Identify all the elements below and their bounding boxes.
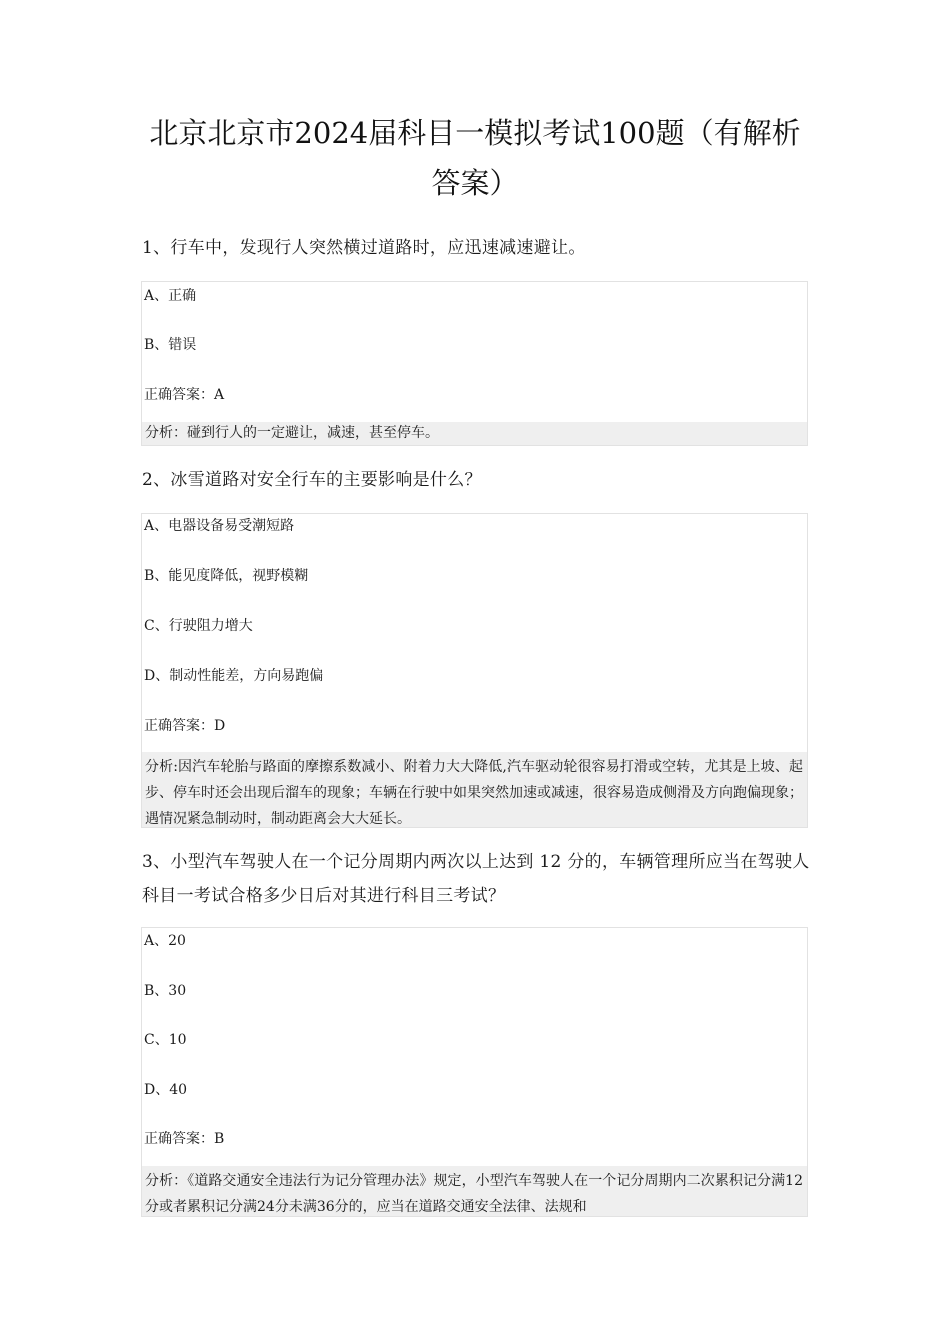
question-1-option-b: B、错误 bbox=[144, 337, 197, 353]
question-2-option-d: D、制动性能差，方向易跑偏 bbox=[144, 668, 324, 684]
question-2-option-c: C、行驶阻力增大 bbox=[144, 618, 253, 634]
page-title-line-1: 北京北京市2024届科目一模拟考试100题（有解析 bbox=[149, 116, 801, 150]
question-1-block bbox=[141, 281, 808, 446]
question-1-analysis: 分析：碰到行人的一定避让，减速，甚至停车。 bbox=[142, 422, 807, 445]
question-2-option-a: A、电器设备易受潮短路 bbox=[144, 518, 295, 534]
page-title bbox=[120, 108, 830, 208]
question-3-stem: 3、小型汽车驾驶人在一个记分周期内两次以上达到 12 分的，车辆管理所应当在驾驶人科目一考试合格多少日后对其进行科目三考试？ bbox=[142, 852, 810, 906]
question-2-option-b: B、能见度降低，视野模糊 bbox=[144, 568, 309, 584]
question-3-option-a: A、20 bbox=[144, 933, 186, 949]
question-1-answer: 正确答案：A bbox=[144, 387, 225, 403]
question-3-analysis: 分析：《道路交通安全违法行为记分管理办法》规定，小型汽车驾驶人在一个记分周期内二次累积记分满12分或者累积记分满24分未满36分的，应当在道路交通安全法律、法规和 bbox=[142, 1166, 807, 1216]
question-1-stem: 1、行车中，发现行人突然横过道路时，应迅速减速避让。 bbox=[142, 238, 586, 258]
question-3-option-c: C、10 bbox=[144, 1032, 187, 1048]
question-3-block bbox=[141, 927, 808, 1217]
question-2-answer: 正确答案：D bbox=[144, 718, 226, 734]
question-2-analysis: 分析:因汽车轮胎与路面的摩擦系数减小、附着力大大降低,汽车驱动轮很容易打滑或空转，尤其是上坡、起步、停车时还会出现后溜车的现象；车辆在行驶中如果突然加速或减速，很容易造成侧滑及方向跑偏现象；遇情况紧急制动时，制动距离会大大延长。 bbox=[142, 752, 807, 827]
question-2-stem: 2、冰雪道路对安全行车的主要影响是什么？ bbox=[142, 470, 482, 490]
page-title-line-2: 答案） bbox=[431, 166, 519, 200]
question-3-option-b: B、30 bbox=[144, 983, 187, 999]
question-1-option-a: A、正确 bbox=[144, 288, 197, 304]
question-3-option-d: D、40 bbox=[144, 1082, 188, 1098]
question-2-block bbox=[141, 513, 808, 828]
question-3-answer: 正确答案：B bbox=[144, 1131, 225, 1147]
